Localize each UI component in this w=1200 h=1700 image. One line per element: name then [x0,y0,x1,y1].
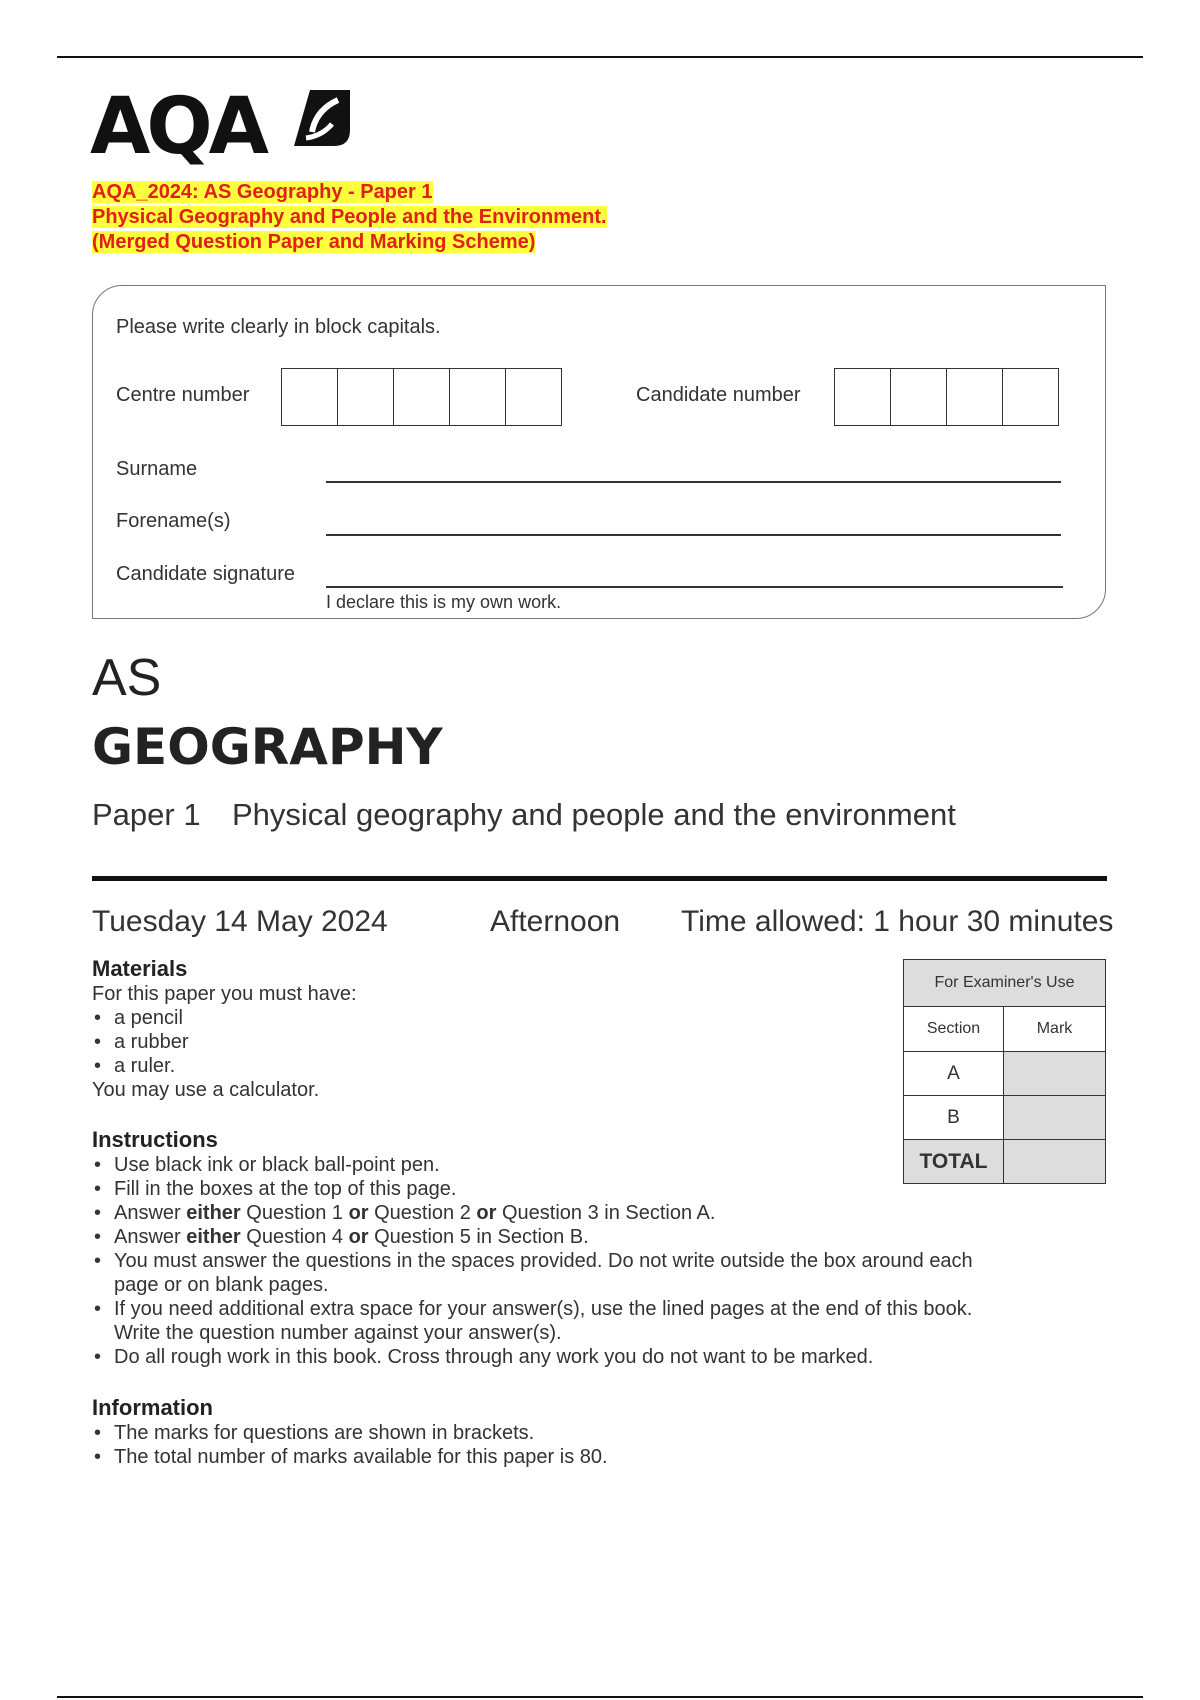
banner-line-2: Physical Geography and People and the Environment. [92,206,607,228]
exam-session: Afternoon [490,905,621,938]
paper-number: Paper 1 [92,797,201,832]
candidate-number-boxes[interactable] [834,368,1059,426]
materials-list [92,1006,357,1078]
list-item [92,1201,973,1225]
list-item: • The marks for questions are shown in brackets. [92,1421,608,1445]
declaration-text: I declare this is my own work. [326,592,562,612]
top-rule [57,56,1143,58]
candidate-digit-box[interactable] [1003,369,1058,425]
candidate-digit-box[interactable] [891,369,947,425]
text-line: Write the question number against your answer(s). [114,1322,562,1344]
text-run: Question 2 [368,1202,477,1224]
paper-title [92,797,956,833]
forename-label: Forename(s) [116,510,231,532]
centre-number-label: Centre number [116,384,250,406]
list-item [92,1297,973,1345]
candidate-number-label: Candidate number [636,384,801,406]
centre-digit-box[interactable] [338,369,394,425]
bold-run: or [348,1226,369,1248]
list-item [92,1249,973,1297]
total-label: TOTAL [904,1140,1004,1184]
section-b-label: B [904,1096,1004,1140]
aqa-leaf-icon [292,90,350,146]
logo-text: AQA [90,82,266,172]
time-allowed: Time allowed: 1 hour 30 minutes [681,905,1114,938]
bold-run: or [348,1202,369,1224]
materials-section [92,956,357,1102]
information-section [92,1395,608,1469]
bold-run: either [186,1226,241,1248]
paper-name: Physical geography and people and the environment [232,797,956,832]
centre-number-boxes[interactable] [281,368,562,426]
subject-title: GEOGRAPHY [92,718,443,776]
centre-digit-box[interactable] [394,369,450,425]
bottom-rule [57,1696,1143,1698]
list-item: • Use black ink or black ball-point pen. [92,1153,973,1177]
centre-digit-box[interactable] [282,369,338,425]
bold-run: either [186,1202,241,1224]
text-run: Answer [114,1226,187,1248]
text-run: Question 3 in Section A. [496,1202,716,1224]
text-run: Question 5 in Section B. [368,1226,589,1248]
section-column-header: Section [904,1007,1004,1052]
materials-intro: For this paper you must have: [92,983,357,1005]
block-capitals-instruction: Please write clearly in block capitals. [116,316,441,338]
surname-label: Surname [116,458,198,480]
list-item: • a pencil [92,1006,357,1030]
centre-digit-box[interactable] [450,369,506,425]
candidate-details-box [92,285,1106,619]
centre-digit-box[interactable] [506,369,561,425]
bold-run: or [476,1202,497,1224]
document-banner [92,180,607,255]
information-list [92,1421,608,1469]
instructions-heading: Instructions [92,1127,218,1152]
surname-field[interactable] [326,481,1061,483]
text-run: Answer [114,1202,187,1224]
candidate-digit-box[interactable] [947,369,1003,425]
candidate-digit-box[interactable] [835,369,891,425]
total-mark-cell [1004,1140,1106,1184]
list-item [92,1225,973,1249]
list-item: • Fill in the boxes at the top of this page. [92,1177,973,1201]
section-b-mark-cell [1004,1096,1106,1140]
calculator-note: You may use a calculator. [92,1079,320,1101]
list-item: • a rubber [92,1030,357,1054]
mark-column-header: Mark [1004,1007,1106,1052]
text-run: Question 1 [240,1202,349,1224]
text-run: Question 4 [240,1226,349,1248]
text-line: • You must answer the questions in the spaces provided. Do not write outside the box around each [114,1250,973,1272]
instructions-section [92,1127,973,1369]
instructions-list [92,1153,973,1369]
list-item: • Do all rough work in this book. Cross through any work you do not want to be marked. [92,1345,973,1369]
banner-line-3: (Merged Question Paper and Marking Scheme) [92,231,536,253]
exam-date: Tuesday 14 May 2024 [92,905,388,938]
list-item: • a ruler. [92,1054,357,1078]
materials-heading: Materials [92,956,188,981]
signature-field[interactable] [326,586,1063,588]
signature-label: Candidate signature [116,563,296,585]
banner-line-1: AQA_2024: AS Geography - Paper 1 [92,181,433,203]
text-line: • If you need additional extra space for your answer(s), use the lined pages at the end of this book. [114,1298,973,1320]
section-a-label: A [904,1052,1004,1096]
section-a-mark-cell [1004,1052,1106,1096]
information-heading: Information [92,1395,213,1420]
qualification-level: AS [92,649,162,707]
list-item: • The total number of marks available for this paper is 80. [92,1445,608,1469]
forename-field[interactable] [326,534,1061,536]
section-divider [92,876,1107,881]
examiner-table-title: For Examiner's Use [904,960,1106,1007]
text-line: page or on blank pages. [114,1274,329,1296]
